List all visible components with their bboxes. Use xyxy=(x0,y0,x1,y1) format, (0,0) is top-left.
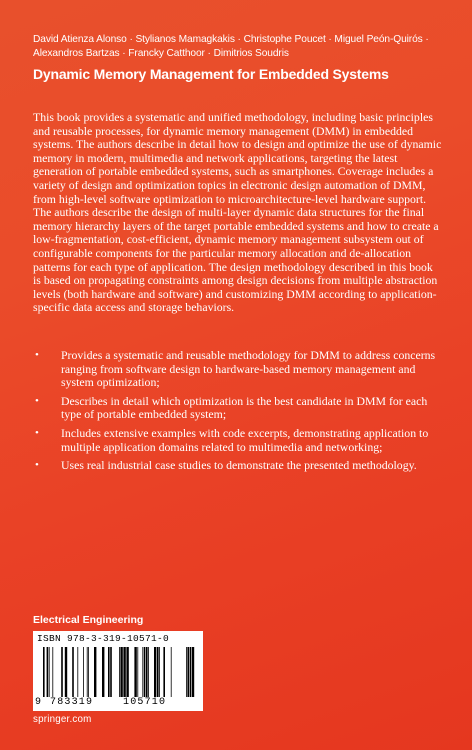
subject-category: Electrical Engineering xyxy=(33,614,144,626)
barcode-icon xyxy=(43,647,195,697)
bullet-icon: • xyxy=(35,349,39,361)
list-item: • Uses real industrial case studies to demonstrate the presented methodology. xyxy=(35,458,417,473)
author-list: David Atienza Alonso · Stylianos Mamagkakis · Christophe Poucet · Miguel Peón-Quirós · Alexandros Bartzas · Francky Catthoor · Dimitrios Soudris xyxy=(33,34,429,59)
ean-first-digit: 9 xyxy=(35,697,43,708)
ean-left-group: 783319 xyxy=(50,697,94,708)
barcode-panel xyxy=(33,631,203,711)
book-description: This book provides a systematic and unified methodology, including basic principles and reusable processes, for dynamic memory management (DMM) in embedded systems. The authors describe in detail how to design and optimize the use of dynamic memory in modern, multimedia and network applications, targeting the latest generation of portable embedded systems, such as smartphones. Coverage includes a variety of design and optimization topics in electronic design automation of DMM, from high-level software optimization to microarchitecture-level hardware support. The authors describe the design of multi-layer dynamic data structures for the final memory hierarchy layers of the target portable embedded systems and how to create a low-fragmentation, cost-efficient, dynamic memory management subsystem out of configurable components for the particular memory allocation and de-allocation patterns for each type of application. The design methodology described in this book is based on propagating constraints among design decisions from multiple abstraction levels (both hardware and software) and customizing DMM according to application-specific data access and storage behaviors. xyxy=(33,110,442,315)
bullet-icon: • xyxy=(35,459,39,472)
book-title: Dynamic Memory Management for Embedded Systems xyxy=(33,66,389,82)
list-item: • Describes in detail which optimization is the best candidate in DMM for each type of portable embedded system; xyxy=(35,393,428,422)
feature-list xyxy=(33,349,443,478)
list-item: • Includes extensive examples with code excerpts, demonstrating application to multiple application domains related to multimedia and networking; xyxy=(35,425,429,454)
list-item: • Provides a systematic and reusable methodology for DMM to address concerns ranging from software design to hardware-based memory management and system optimization; xyxy=(35,348,436,390)
isbn-label: ISBN 978-3-319-10571-0 xyxy=(37,633,170,644)
ean-right-group: 105710 xyxy=(123,697,167,708)
bullet-icon: • xyxy=(35,426,39,439)
publisher-url: springer.com xyxy=(33,714,92,725)
bullet-icon: • xyxy=(35,394,39,407)
